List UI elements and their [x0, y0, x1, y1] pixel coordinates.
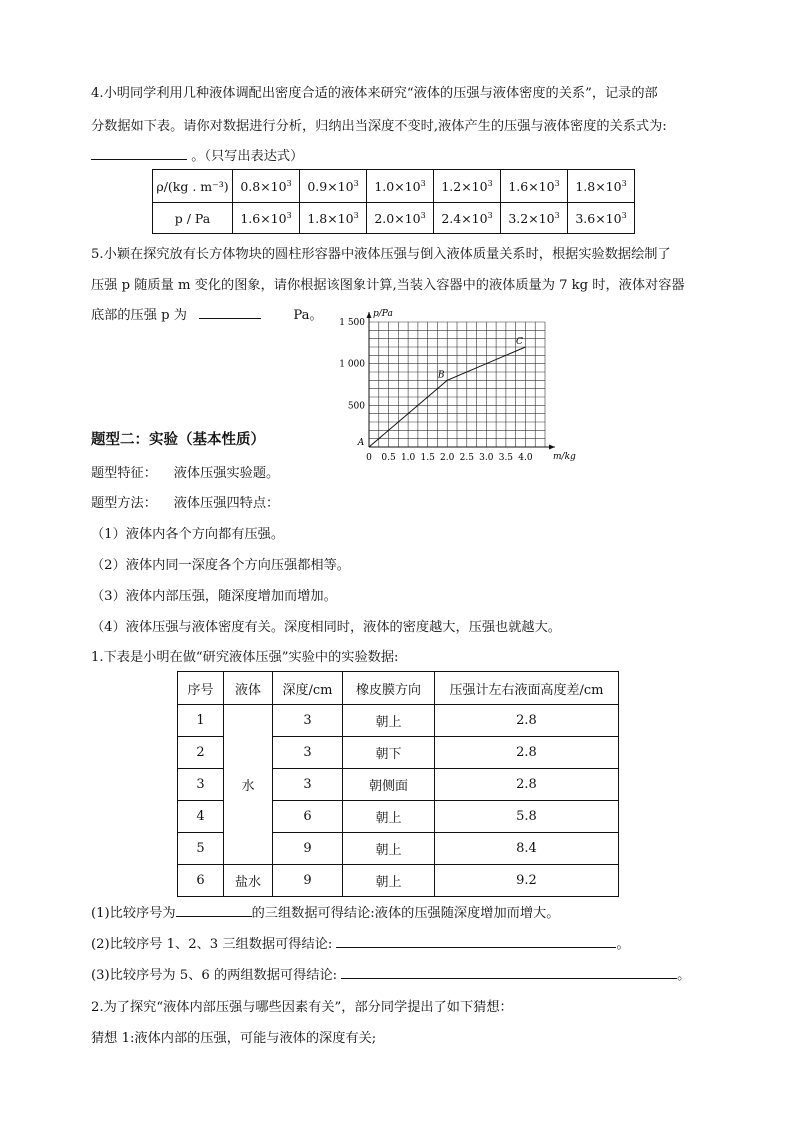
q4-line3 [91, 145, 303, 164]
row-no: 3 [178, 769, 224, 801]
pressure-mass-chart [335, 290, 580, 475]
row-no: 4 [178, 801, 224, 833]
density-cell: $0.8\times 10^3$ [233, 170, 300, 203]
density-cell: $1.6\times 10^3$ [501, 170, 568, 203]
pressure-cell: $3.2\times 10^3$ [501, 203, 568, 234]
q4-line1: 4.小明同学利用几种液体调配出密度合适的液体来研究“液体的压强与液体密度的关系”，记录的部 [91, 86, 658, 101]
q1-sub2-suffix: 。 [616, 937, 630, 952]
y-tick-label: 500 [347, 401, 365, 412]
row-depth: 3 [273, 769, 343, 801]
y-tick-label: 1 000 [339, 359, 365, 370]
row-height-diff: 2.8 [435, 737, 619, 769]
q1-sub2 [91, 933, 630, 952]
q1-sub1-suffix: 的三组数据可得结论:液体的压强随深度增加而增大。 [251, 906, 560, 921]
section2-heading: 题型二：实验（基本性质） [91, 431, 265, 448]
point-label: C [515, 337, 523, 347]
header-direction: 橡皮膜方向 [343, 672, 435, 705]
header-no: 序号 [178, 672, 224, 705]
q2-intro: 2.为了探究“液体内部压强与哪些因素有关”，部分同学提出了如下猜想： [91, 1000, 513, 1015]
density-cell: $1.2\times 10^3$ [434, 170, 501, 203]
row-height-diff: 8.4 [435, 833, 619, 865]
table-header-row [178, 672, 619, 705]
x-tick-label: 0.5 [381, 453, 396, 463]
pressure-cell: $3.6\times 10^3$ [568, 203, 635, 234]
row-height-diff: 9.2 [435, 865, 619, 897]
q1-sub1-blank[interactable] [176, 902, 252, 917]
y-axis-label: p/Pa [373, 309, 393, 319]
q1-sub3-suffix: 。 [677, 968, 691, 983]
row-height-diff: 5.8 [435, 801, 619, 833]
q1-sub3-prefix: (3)比较序号为 5、6 的两组数据可得结论: [91, 968, 338, 983]
x-tick-label: 3.5 [498, 453, 514, 463]
row-direction: 朝侧面 [343, 769, 435, 801]
pressure-cell: $2.0\times 10^3$ [367, 203, 434, 234]
row-direction: 朝上 [343, 833, 435, 865]
density-pressure-table [152, 169, 635, 234]
q1-sub3 [91, 964, 690, 983]
liquid-salt-cell: 盐水 [224, 865, 273, 897]
row-direction: 朝上 [343, 865, 435, 897]
row-height-diff: 2.8 [435, 705, 619, 737]
q5-line2: 压强 p 随质量 m 变化的图象，请你根据该图象计算,当装入容器中的液体质量为 7 kg 时，液体对容器 [91, 278, 685, 293]
table-row [178, 705, 619, 737]
x-tick-label: 2.5 [459, 453, 474, 463]
row-no: 6 [178, 865, 224, 897]
y-tick-label: 1 500 [339, 318, 365, 328]
row-direction: 朝上 [343, 705, 435, 737]
point-label: B [437, 370, 445, 381]
header-height-diff: 压强计左右液面高度差/cm [435, 672, 619, 705]
q4-line3-suffix: 。（只写出表达式） [191, 149, 304, 164]
density-cell: $1.0\times 10^3$ [367, 170, 434, 203]
row-depth: 9 [273, 833, 343, 865]
section2-point: （4）液体压强与液体密度有关。深度相同时，液体的密度越大，压强也就越大。 [91, 620, 561, 635]
x-tick-label: 2.0 [440, 453, 455, 463]
x-axis-arrow [549, 445, 555, 450]
x-tick-label: 0 [366, 453, 372, 463]
row-height-diff: 2.8 [435, 769, 619, 801]
x-axis-label: m/kg [553, 452, 576, 462]
x-tick-label: 1.0 [400, 453, 416, 463]
q4-line2: 分数据如下表。请你对数据进行分析，归纳出当深度不变时,液体产生的压强与液体密度的关系式为: [91, 119, 667, 134]
q1-sub2-blank[interactable] [336, 933, 616, 948]
q1-sub3-blank[interactable] [341, 964, 677, 979]
header-depth: 深度/cm [273, 672, 343, 705]
row-direction: 朝上 [343, 801, 435, 833]
row-depth: 3 [273, 737, 343, 769]
q5-answer-blank[interactable] [199, 304, 261, 319]
row-no: 2 [178, 737, 224, 769]
q4-answer-blank[interactable] [91, 145, 187, 160]
section2-point: （1）液体内各个方向都有压强。 [91, 527, 285, 542]
x-tick-label: 4.0 [518, 453, 533, 463]
row-direction: 朝下 [343, 737, 435, 769]
section2-method: 题型方法： 液体压强四特点： [91, 496, 280, 511]
table-row [178, 865, 619, 897]
q5-line1: 5.小颖在探究放有长方体物块的圆柱形容器中液体压强与倒入液体质量关系时，根据实验数据绘制了 [91, 247, 671, 262]
pressure-cell: $1.8\times 10^3$ [300, 203, 367, 234]
q1-sub2-prefix: (2)比较序号 1、2、3 三组数据可得结论: [91, 937, 333, 952]
row-depth: 9 [273, 865, 343, 897]
pressure-cell: $1.6\times 10^3$ [233, 203, 300, 234]
x-tick-label: 1.5 [420, 453, 435, 463]
q1-intro: 1.下表是小明在做“研究液体压强”实验中的实验数据: [91, 650, 399, 665]
x-tick-label: 3.0 [479, 453, 494, 463]
chart-axes [367, 312, 556, 450]
point-label: A [357, 438, 365, 448]
density-label: ρ/(kg . m⁻³) [153, 170, 233, 203]
section2-feature: 题型特征： 液体压强实验题。 [91, 466, 280, 481]
pressure-cell: $2.4\times 10^3$ [434, 203, 501, 234]
density-row [153, 170, 635, 203]
q5-line3 [91, 304, 323, 323]
q1-sub1-prefix: (1)比较序号为 [91, 906, 176, 921]
section2-point: （2）液体内同一深度各个方向压强都相等。 [91, 558, 350, 573]
density-cell: $0.9\times 10^3$ [300, 170, 367, 203]
row-depth: 3 [273, 705, 343, 737]
liquid-water-cell: 水 [224, 705, 273, 865]
q5-unit: Pa。 [293, 308, 323, 323]
row-no: 5 [178, 833, 224, 865]
section2-point: （3）液体内部压强，随深度增加而增加。 [91, 589, 337, 604]
pressure-row [153, 203, 635, 234]
pressure-label: p / Pa [153, 203, 233, 234]
q2-guess1: 猜想 1:液体内部的压强，可能与液体的深度有关; [91, 1031, 377, 1046]
q5-line3-prefix: 底部的压强 p 为 [91, 308, 187, 323]
q1-sub1 [91, 902, 559, 921]
row-depth: 6 [273, 801, 343, 833]
density-cell: $1.8\times 10^3$ [568, 170, 635, 203]
experiment-table [177, 671, 619, 897]
row-no: 1 [178, 705, 224, 737]
header-liquid: 液体 [224, 672, 273, 705]
chart-labels [357, 309, 576, 462]
y-axis-arrow [367, 312, 372, 318]
